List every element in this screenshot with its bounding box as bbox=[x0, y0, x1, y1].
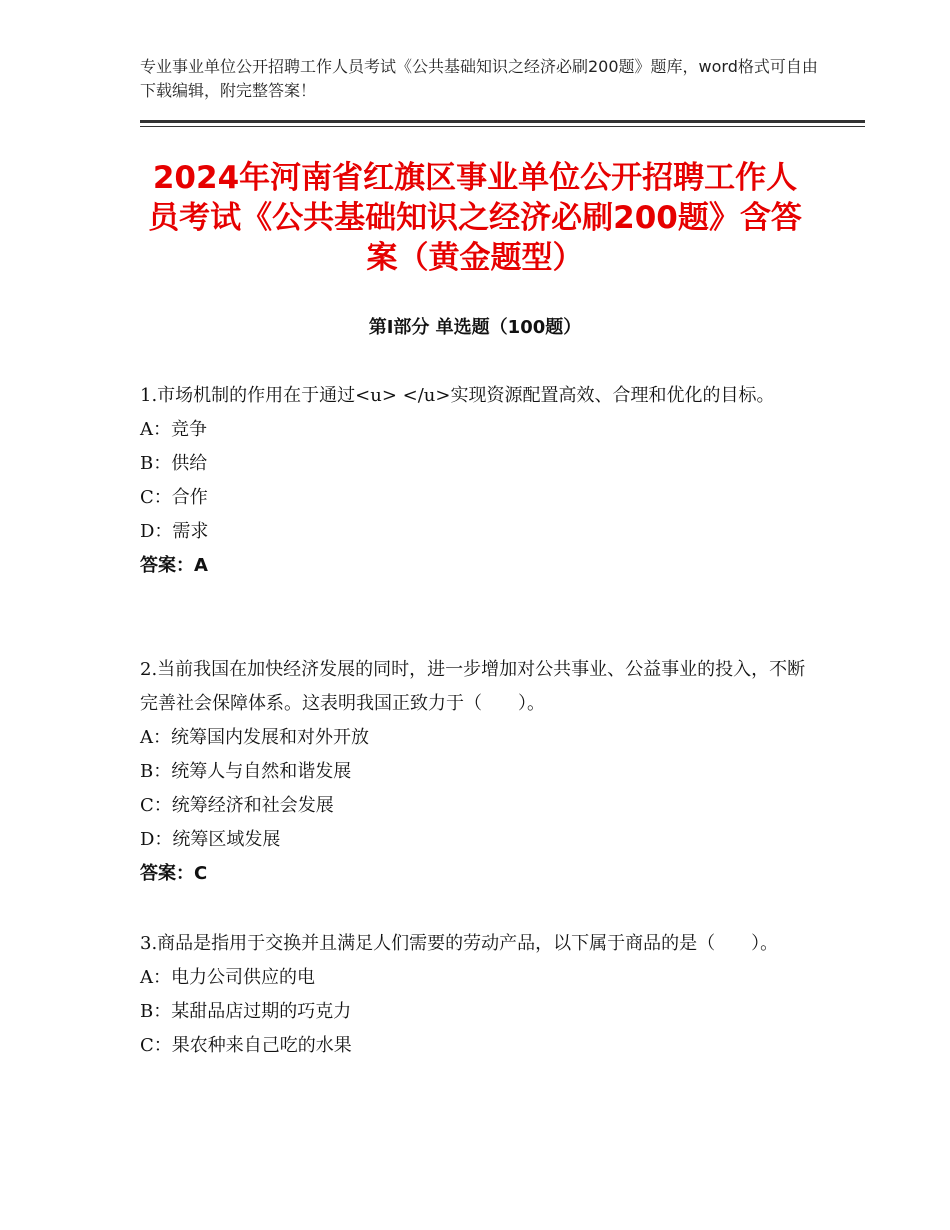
option-c: C：统筹经济和社会发展 bbox=[140, 795, 334, 816]
option-b: B：统筹人与自然和谐发展 bbox=[140, 761, 352, 782]
option-c: C：果农种来自己吃的水果 bbox=[140, 1035, 352, 1056]
question-1 bbox=[140, 379, 810, 583]
option-b: B：某甜品店过期的巧克力 bbox=[140, 1001, 352, 1022]
option-a: A：电力公司供应的电 bbox=[140, 967, 315, 988]
document-title: 2024年河南省红旗区事业单位公开招聘工作人员考试《公共基础知识之经济必刷200题》含答案（黄金题型） bbox=[148, 160, 802, 276]
option-d: D：需求 bbox=[140, 521, 209, 542]
option-a: A：统筹国内发展和对外开放 bbox=[140, 727, 369, 748]
header-divider-thin bbox=[140, 126, 865, 127]
option-a: A：竞争 bbox=[140, 419, 207, 440]
question-stem: 3.商品是指用于交换并且满足人们需要的劳动产品，以下属于商品的是（ ）。 bbox=[140, 933, 779, 954]
header-note: 专业事业单位公开招聘工作人员考试《公共基础知识之经济必刷200题》题库，word格式可自由下载编辑，附完整答案！ bbox=[140, 57, 818, 100]
question-stem: 2.当前我国在加快经济发展的同时，进一步增加对公共事业、公益事业的投入，不断完善社会保障体系。这表明我国正致力于（ ）。 bbox=[140, 659, 806, 714]
question-stem: 1.市场机制的作用在于通过<u> </u>实现资源配置高效、合理和优化的目标。 bbox=[140, 385, 775, 406]
answer: 答案：A bbox=[140, 555, 208, 576]
answer: 答案：C bbox=[140, 863, 208, 884]
option-b: B：供给 bbox=[140, 453, 208, 474]
option-c: C：合作 bbox=[140, 487, 208, 508]
option-d: D：统筹区域发展 bbox=[140, 829, 281, 850]
header-divider-thick bbox=[140, 120, 865, 123]
question-3 bbox=[140, 927, 810, 1063]
section-title: 第Ⅰ部分 单选题（100题） bbox=[368, 317, 582, 338]
question-2 bbox=[140, 653, 810, 891]
